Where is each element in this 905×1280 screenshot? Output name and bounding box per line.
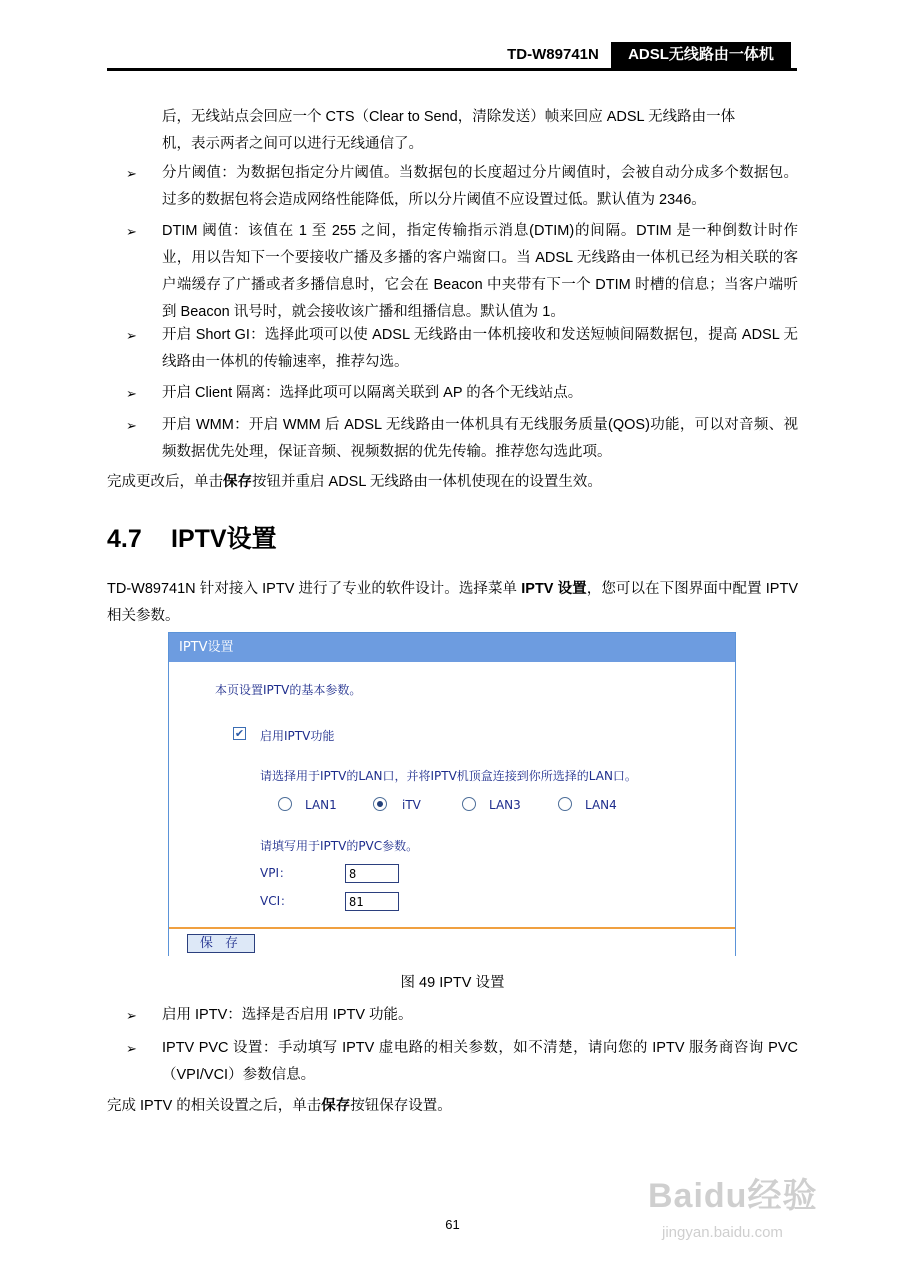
bullet-dtim: DTIM 阈值：该值在 1 至 255 之间，指定传输指示消息(DTIM)的间隔。DTIM 是一种倒数计时作业，用以告知下一个要接收广播及多播的客户端窗口。当 ADSL 无线路由一体机已经为相关联的客户端缓存了广播或者多播信息时，它会在 Beacon 中夹带有下一个 DTIM 时槽的信息；当客户端听到 Beacon 讯号时，就会接收该广播和组播信息。默认值为 1。 bbox=[162, 223, 798, 320]
radio-itv-label: iTV bbox=[402, 798, 421, 812]
checkmark-icon: ✔ bbox=[234, 727, 245, 740]
finish-top-after: 按钮并重启 ADSL 无线路由一体机使现在的设置生效。 bbox=[252, 474, 602, 490]
finish-bottom-paragraph bbox=[107, 1093, 798, 1120]
bullet-marker: ➢ bbox=[126, 386, 137, 401]
bullet-short-gi: 开启 Short GI：选择此项可以使 ADSL 无线路由一体机接收和发送短帧间隔数据包，提高 ADSL 无线路由一体机的传输速率，推荐勾选。 bbox=[162, 327, 798, 370]
page-number: 61 bbox=[445, 1217, 460, 1232]
section-intro-part1: TD-W89741N 针对接入 IPTV 进行了专业的软件设计。选择菜单 bbox=[107, 581, 522, 597]
finish-top-before: 完成更改后，单击 bbox=[107, 474, 223, 490]
figure-caption: 图 49 IPTV 设置 bbox=[400, 975, 505, 991]
finish-top-bold: 保存 bbox=[223, 474, 252, 490]
vci-input[interactable]: 81 bbox=[345, 892, 399, 911]
bullet-marker: ➢ bbox=[126, 224, 137, 239]
baidu-watermark bbox=[648, 1148, 858, 1278]
watermark-brand: Baidu经验 bbox=[648, 1177, 818, 1215]
save-button[interactable]: 保 存 bbox=[187, 934, 255, 953]
bullet-marker: ➢ bbox=[126, 1041, 137, 1056]
pvc-prompt: 请填写用于IPTV的PVC参数。 bbox=[260, 839, 419, 853]
header-rule bbox=[107, 68, 797, 71]
section-intro-bold: IPTV 设置 bbox=[521, 581, 587, 597]
panel-description: 本页设置IPTV的基本参数。 bbox=[215, 683, 362, 697]
vci-label: VCI： bbox=[260, 894, 293, 908]
section-intro-part2: ，您可以在下图界面中配置 IPTV 相关参数。 bbox=[107, 581, 799, 624]
section-intro bbox=[107, 576, 798, 630]
bullet-marker: ➢ bbox=[126, 328, 137, 343]
enable-iptv-label: 启用IPTV功能 bbox=[260, 729, 335, 743]
radio-lan4[interactable] bbox=[558, 797, 572, 811]
watermark-url: jingyan.baidu.com bbox=[662, 1224, 783, 1241]
enable-iptv-checkbox[interactable] bbox=[233, 727, 246, 740]
panel-footer bbox=[169, 927, 735, 957]
finish-top-paragraph bbox=[107, 469, 798, 496]
bullet-iptv-pvc: IPTV PVC 设置：手动填写 IPTV 虚电路的相关参数，如不清楚，请向您的 IPTV 服务商咨询 PVC（VPI/VCI）参数信息。 bbox=[162, 1040, 798, 1083]
bullet-marker: ➢ bbox=[126, 166, 137, 181]
bullet-marker: ➢ bbox=[126, 1008, 137, 1023]
finish-bottom-after: 按钮保存设置。 bbox=[350, 1098, 452, 1114]
header-product: ADSL无线路由一体机 bbox=[611, 42, 791, 68]
iptv-settings-panel bbox=[168, 632, 736, 956]
radio-lan1[interactable] bbox=[278, 797, 292, 811]
vpi-label: VPI： bbox=[260, 866, 291, 880]
bullet-wmm: 开启 WMM：开启 WMM 后 ADSL 无线路由一体机具有无线服务质量(QOS)功能，可以对音频、视频数据优先处理，保证音频、视频数据的优先传输。推荐您勾选此项。 bbox=[162, 417, 798, 460]
vpi-input[interactable]: 8 bbox=[345, 864, 399, 883]
bullet-enable-iptv: 启用 IPTV：选择是否启用 IPTV 功能。 bbox=[162, 1007, 413, 1023]
intro-line-2: 机，表示两者之间可以进行无线通信了。 bbox=[162, 136, 423, 152]
intro-line-1: 后，无线站点会回应一个 CTS（Clear to Send，清除发送）帧来回应 ADSL 无线路由一体 bbox=[162, 109, 736, 125]
bullet-marker: ➢ bbox=[126, 418, 137, 433]
section-heading bbox=[107, 519, 277, 559]
radio-lan1-label: LAN1 bbox=[305, 798, 337, 812]
section-number: 4.7 bbox=[107, 525, 142, 553]
header-model: TD-W89741N bbox=[507, 46, 599, 63]
radio-itv[interactable] bbox=[373, 797, 387, 811]
finish-bottom-bold: 保存 bbox=[321, 1098, 351, 1114]
section-title-text: IPTV设置 bbox=[171, 525, 277, 553]
radio-lan4-label: LAN4 bbox=[585, 798, 617, 812]
finish-bottom-before: 完成 IPTV 的相关设置之后，单击 bbox=[107, 1098, 322, 1114]
panel-title: IPTV设置 bbox=[169, 633, 735, 662]
lan-prompt: 请选择用于IPTV的LAN口，并将IPTV机顶盒连接到你所选择的LAN口。 bbox=[260, 769, 637, 783]
bullet-client-isolation: 开启 Client 隔离：选择此项可以隔离关联到 AP 的各个无线站点。 bbox=[162, 385, 583, 401]
radio-lan3[interactable] bbox=[462, 797, 476, 811]
radio-lan3-label: LAN3 bbox=[489, 798, 521, 812]
bullet-fragment-threshold: 分片阈值：为数据包指定分片阈值。当数据包的长度超过分片阈值时，会被自动分成多个数据包。过多的数据包将会造成网络性能降低，所以分片阈值不应设置过低。默认值为 2346。 bbox=[162, 165, 798, 208]
